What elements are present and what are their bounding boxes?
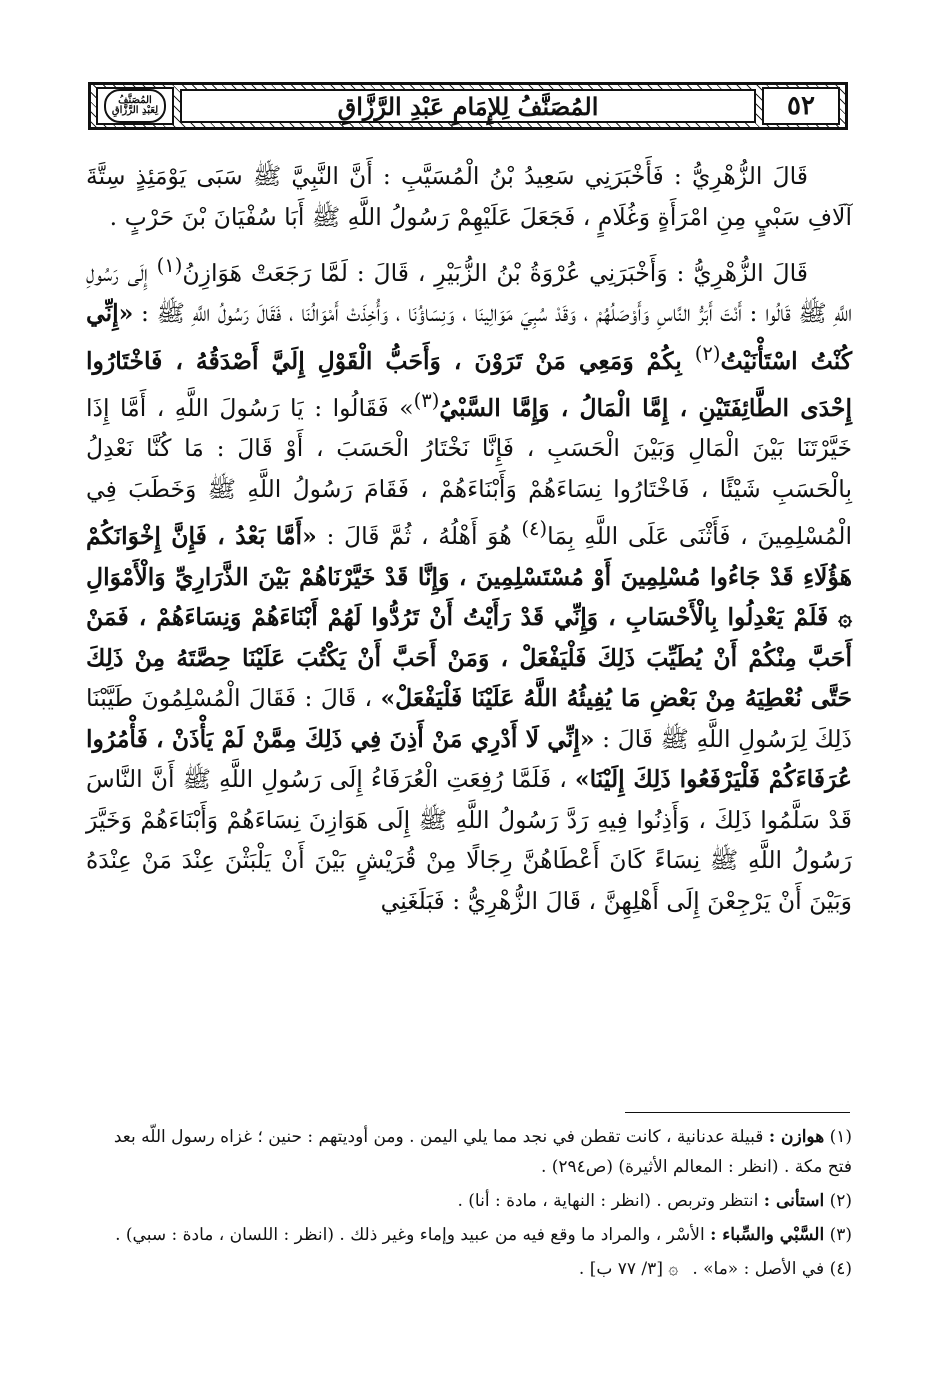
book-seal-box [96,87,174,125]
page-number: ٥٢ [787,91,815,121]
footnote-2 [86,1186,852,1216]
footnote-number: (١) [829,1127,852,1147]
footnote-text: في الأصل : «ما» . [692,1259,830,1279]
page-number-box [762,87,840,125]
hadith-quote: «إِنِّي كُنْتُ اسْتَأْنَيْتُ [86,299,853,375]
footnote-number: (٢) [829,1191,852,1211]
paragraph-2 [86,246,852,921]
hadith-quote: بِكُمْ وَمَعِي مَنْ تَرَوْنَ ، وَأَحَبُّ الْقَوْلِ إِلَيَّ أَصْدَقُهُ ، فَاخْتَارُوا إِحْدَى الطَّائِفَتَيْنِ ، إِمَّا الْمَالُ ، وَإِمَّا السَّبْيُ [86,346,852,422]
header-title-panel [180,89,756,123]
footnote-text: انتظر وتربص . (انظر : النهاية ، مادة : أنا) . [457,1191,764,1211]
footnote-ref-2: (٢) [694,341,721,365]
book-title: المُصَنَّفُ لِلإِمَامِ عَبْدِ الرَّزَّاقِ [337,91,599,121]
footnote-number: (٤) [829,1259,852,1279]
footnote-text: قبيلة عدنانية ، كانت تقطن في نجد مما يلي اليمن . ومن أوديتهم : حنين ؛ غزاه رسول اللّه بعد فتح مكة . (انظر : المعالم الأثيرة) (ص٢٩٤) . [113,1127,852,1177]
text-run: » فَقَالُوا : يَا رَسُولَ اللَّهِ ، أَمَّا إِذَا خَيَّرْتَنَا بَيْنَ الْمَالِ وَبَيْنَ الْحَسَبِ ، فَإِنَّا نَخْتَارُ الْحَسَبَ ، أَوْ قَالَ : مَا كُنَّا نَعْدِلُ بِالْحَسَبِ شَيْئًا ، فَاخْتَارُوا نِسَاءَهُمْ وَأَبْنَاءَهُمْ ، فَقَامَ رَسُولُ اللَّهِ ﷺ وَخَطَبَ فِي الْمُسْلِمِينَ ، فَأَثْنَى عَلَى اللَّهِ بِمَا [86,393,852,551]
page-header [88,82,848,130]
text-run: إِلَى رَسُولِ اللَّهِ ﷺ قَالُوا : أَنْتَ أَبَرُّ النَّاسِ وَأَوْصَلُهُمْ ، وَقَدْ سُبِيَ مَوَالِينَا ، وَنِسَاؤُنَا ، وَأُخِذَتْ أَمْوَالُنَا ، فَقَالَ رَسُولُ اللَّهِ ﷺ : [86,258,852,328]
footnote-1 [86,1122,852,1182]
seal-line-1: المُصَنَّفُ [118,95,152,106]
footnotes [86,1122,852,1288]
text-run: قَالَ الزُّهْرِيُّ : وَأَخْبَرَنِي عُرْوَةُ بْنُ الزُّبَيْرِ ، قَالَ : لَمَّا رَجَعَتْ هَوَازِنُ [182,258,808,287]
seal-line-2: لِعَبْدِ الرَّزَّاقِ [111,105,159,116]
footnote-ref-4: (٤) [521,517,548,541]
footnote-text: الأسْر ، والمراد ما وقع فيه من عبيد وإماء وغير ذلك . (انظر : اللسان ، مادة : سبي) . [115,1225,711,1245]
book-seal-logo [104,89,166,123]
footnote-3 [86,1220,852,1250]
footnote-number: (٣) [829,1225,852,1245]
text-run: ، فَلَمَّا رُفِعَتِ الْعُرَفَاءُ إِلَى رَسُولِ اللَّهِ ﷺ أَنَّ النَّاسَ قَدْ سَلَّمُوا ذَلِكَ ، وَأَذِنُوا فِيهِ رَدَّ رَسُولُ اللَّهِ ﷺ إِلَى هَوَازِنَ نِسَاءَهُمْ وَأَبْنَاءَهُمْ وَخَيَّرَ رَسُولُ اللَّهِ ﷺ نِسَاءً كَانَ أَعْطَاهُنَّ رِجَالًا مِنْ قُرَيْشٍ بَيْنَ أَنْ يَلْبَثْنَ عِنْدَ مَنْ عِنْدَهُ وَبَيْنَ أَنْ يَرْجِعْنَ إِلَى أَهْلِهِنَّ ، قَالَ الزُّهْرِيُّ : فَبَلَغَنِي [86,765,852,915]
hadith-quote: «إِنِّي لَا أَدْرِي مَنْ أَذِنَ فِي ذَلِكَ مِمَّنْ لَمْ يَأْذَنْ ، فَأْمُرُوا عُرَفَاءَكُمْ فَلْيَرْفَعُوا ذَلِكَ إِلَيْنَا» [86,724,852,794]
footnote-term: السَّبْي والسِّباء : [710,1225,825,1245]
folio-mark: ۞ [٣/ ٧٧ ب] . [578,1259,679,1279]
main-text [86,156,852,930]
footnote-4 [86,1254,852,1284]
footnote-separator [625,1112,850,1113]
text-run: ، قَالَ : فَقَالَ الْمُسْلِمُونَ طَيَّبْنَا ذَلِكَ لِرَسُولِ اللَّهِ ﷺ قَالَ : [86,684,853,753]
footnote-ref-1: (١) [156,254,183,277]
paragraph-1: قَالَ الزُّهْرِيُّ : فَأَخْبَرَنِي سَعِيدُ بْنُ الْمُسَيَّبِ : أَنَّ النَّبِيَّ ﷺ سَبَى يَوْمَئِذٍ سِتَّةَ آلَافِ سَبْيٍ مِنِ امْرَأَةٍ وَغُلَامٍ ، فَجَعَلَ عَلَيْهِمْ رَسُولُ اللَّهِ ﷺ أَبَا سُفْيَانَ بْنَ حَرْبٍ . [86,162,852,231]
footnote-ref-3: (٣) [413,389,440,413]
text-run: هُوَ أَهْلُهُ ، ثُمَّ قَالَ : [316,522,522,551]
footnote-term: هوازن : [768,1127,825,1147]
footnote-term: استأنى : [763,1191,825,1211]
hadith-quote: «أَمَّا بَعْدُ ، فَإِنَّ إِخْوَانَكُمْ هَؤُلَاءِ قَدْ جَاءُوا مُسْلِمِينَ أَوْ مُسْتَسْلِمِينَ ، وَإِنَّا قَدْ خَيَّرْنَاهُمْ بَيْنَ الذَّرَارِيِّ وَالْأَمْوَالِ ۞ فَلَمْ يَعْدِلُوا بِالْأَحْسَابِ ، وَإِنِّي قَدْ رَأَيْتُ أَنْ تَرُدُّوا لَهُمْ أَبْنَاءَهُمْ وَنِسَاءَهُمْ ، فَمَنْ أَحَبَّ مِنْكُمْ أَنْ يُطَيِّبَ ذَلِكَ فَلْيَفْعَلْ ، وَمَنْ أَحَبَّ أَنْ يَكْتُبَ عَلَيْنَا حِصَّتَهُ مِنْ ذَلِكَ حَتَّى نُعْطِيَهُ مِنْ بَعْضِ مَا يُفِيئُهُ اللَّهُ عَلَيْنَا فَلْيَفْعَلْ» [86,522,852,713]
